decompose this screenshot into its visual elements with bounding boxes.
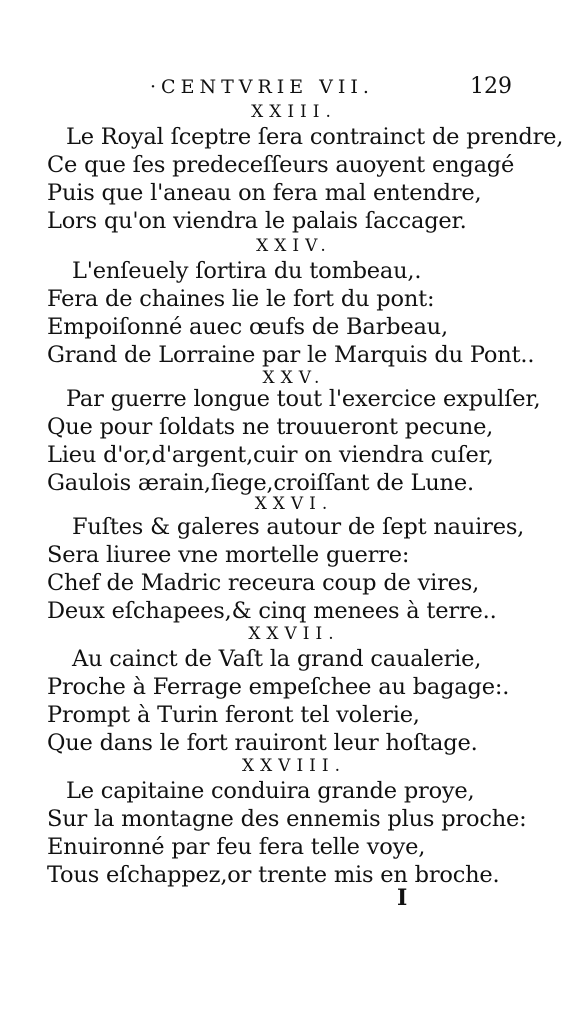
verse-line: Le Royal ſceptre ſera contrainct de prendre, bbox=[66, 124, 564, 150]
quatrain-number: XXVII. bbox=[248, 624, 340, 644]
verse-line: Par guerre longue tout l'exercice expulſer, bbox=[66, 386, 541, 412]
running-title: ·CENTVRIE VII. bbox=[150, 76, 374, 98]
verse-line: Fuſtes & galeres autour de ſept nauires, bbox=[72, 514, 525, 540]
quatrain-number: XXV. bbox=[262, 368, 326, 388]
verse-line: Lieu d'or,d'argent,cuir on viendra cuſer, bbox=[47, 442, 494, 468]
quatrain-number: XXVIII. bbox=[241, 756, 347, 776]
verse-line: Fera de chaines lie le fort du pont: bbox=[47, 286, 435, 312]
verse-line: L'enſeuely ſortira du tombeau,. bbox=[72, 258, 422, 284]
signature-mark: I bbox=[397, 885, 408, 911]
verse-line: Sur la montagne des ennemis plus proche: bbox=[47, 806, 527, 832]
verse-line: Empoiſonné auec œufs de Barbeau, bbox=[47, 314, 448, 340]
verse-line: Grand de Lorraine par le Marquis du Pont.. bbox=[47, 342, 535, 368]
page-number: 129 bbox=[470, 74, 512, 99]
verse-line: Deux eſchapees,& cinq menees à terre.. bbox=[47, 598, 497, 624]
quatrain-number: XXIV. bbox=[256, 236, 332, 256]
verse-line: Au cainct de Vaſt la grand caualerie, bbox=[72, 646, 482, 672]
verse-line: Lors qu'on viendra le palais ſaccager. bbox=[47, 208, 467, 234]
verse-line: Sera liuree vne mortelle guerre: bbox=[47, 542, 410, 568]
verse-line: Que dans le fort rauiront leur hoſtage. bbox=[47, 730, 478, 756]
verse-line: Tous eſchappez,or trente mis en broche. bbox=[47, 862, 500, 888]
verse-line: Prompt à Turin feront tel volerie, bbox=[47, 702, 420, 728]
quatrain-number: XXIII. bbox=[251, 102, 337, 122]
quatrain-number: XXVI. bbox=[254, 494, 334, 514]
verse-line: Chef de Madric receura coup de vires, bbox=[47, 570, 480, 596]
verse-line: Proche à Ferrage empeſchee au bagage:. bbox=[47, 674, 510, 700]
verse-line: Le capitaine conduira grande proye, bbox=[66, 778, 475, 804]
verse-line: Puis que l'aneau on fera mal entendre, bbox=[47, 180, 482, 206]
verse-line: Gaulois ærain,ſiege,croiſſant de Lune. bbox=[47, 470, 474, 496]
verse-line: Que pour ſoldats ne trouueront pecune, bbox=[47, 414, 494, 440]
verse-line: Enuironné par feu fera telle voye, bbox=[47, 834, 426, 860]
verse-line: Ce que ſes predeceſſeurs auoyent engagé bbox=[47, 152, 515, 178]
